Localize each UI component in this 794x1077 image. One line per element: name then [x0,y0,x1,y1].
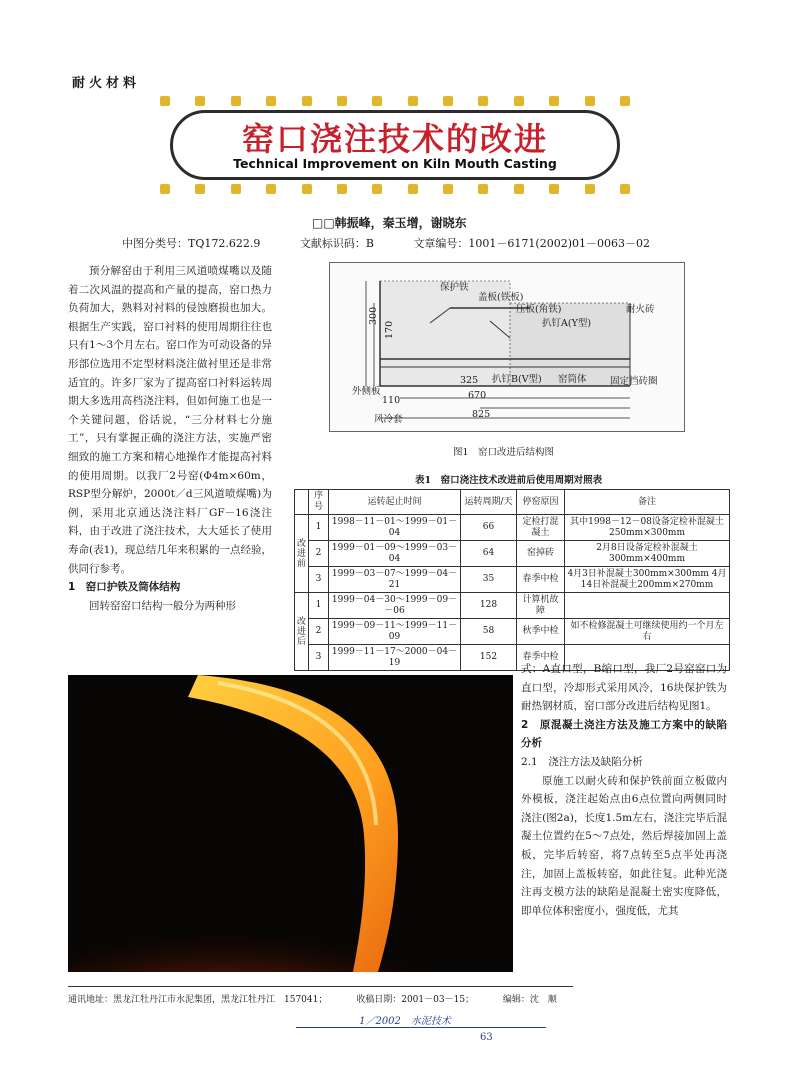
doc-code: 文献标识码：B [299,237,374,250]
table-1 [294,489,730,671]
cell-no: 1 [309,593,329,619]
cell-note: 其中1998－12－08设备定检补混凝土250mm×300mm [565,515,730,541]
clc-number: 中图分类号：TQ172.622.9 [122,237,261,250]
title-zh: 窑口浇注技术的改进 [241,120,548,158]
banner-dots-bottom [160,184,630,194]
cell-period: 1999－03－07～1999－04－21 [329,567,461,593]
label-protection-iron: 保护铁 [440,282,469,293]
dim-300: 300 [368,306,379,325]
group-after: 改进后 [295,593,309,671]
cell-period: 1999－01－09～1999－03－04 [329,541,461,567]
label-refractory-brick: 耐火砖 [626,304,655,315]
authors: □□韩振峰，秦玉增，谢晓东 [312,216,467,230]
cell-reason: 秋季中检 [517,619,565,645]
table-row [295,619,730,645]
cell-reason: 定检打混凝土 [517,515,565,541]
cell-note: 如不检修混凝土可继续使用约一个月左右 [565,619,730,645]
cell-no: 1 [309,515,329,541]
table-1-caption: 表1 窑口浇注技术改进前后使用周期对照表 [415,475,603,486]
left-column [68,262,272,615]
section-label: 耐火材料 [72,76,141,91]
cell-no: 2 [309,541,329,567]
header-note: 备注 [565,490,730,515]
label-anchor-b: 扒钉B(V型) [492,374,542,385]
dim-170: 170 [384,320,395,339]
cell-days: 35 [461,567,517,593]
title-en: Technical Improvement on Kiln Mouth Casting [233,156,557,171]
banner-dots-top [160,96,630,106]
right-column [521,660,727,920]
cell-reason: 春季中检 [517,567,565,593]
cell-period: 1999－04－30～1999－09－－06 [329,593,461,619]
label-press-plate: 压板(角铁) [516,304,562,315]
cell-note: 2月8日设备定检补混凝土300mm×400mm [565,541,730,567]
cell-note: 4月3日补混凝土300mm×300mm 4月14日补混凝土200mm×270mm [565,567,730,593]
header-days: 运转周期/天 [461,490,517,515]
header-group [295,490,309,515]
dim-825: 825 [472,409,491,420]
table-row [295,541,730,567]
table-row [295,593,730,619]
page-number: 63 [480,1032,493,1043]
footer-divider [68,986,573,987]
title-banner [160,96,630,194]
cell-note [565,593,730,619]
dim-110: 110 [382,395,401,406]
paragraph-2-1: 原施工以耐火砖和保护铁前面立板做内外模板，浇注起始点由6点位置向两侧同时浇注(图2a)，长度1.5m左右，浇注完毕后混凝土位置约在5～7点处，然后焊接加固上盖板，完毕后转窑，将7点转至5点半处再浇注，加固上盖板转窑，如此往复。此种光浇注再支模方法的缺陷是混凝土密实度降低，即单位体积密度小，强度低，尤其 [521,774,727,917]
cell-days: 58 [461,619,517,645]
cell-reason: 计算机故障 [517,593,565,619]
cell-no: 3 [309,645,329,671]
table-header-row [295,490,730,515]
journal-name: 1／2002 水泥技术 [359,1016,451,1027]
label-anchor-a: 扒钉A(Y型) [542,318,592,329]
footer [68,992,583,1005]
cell-period: 1999－09－11～1999－11－09 [329,619,461,645]
cell-days: 64 [461,541,517,567]
table-row [295,515,730,541]
article-number: 文章编号：1001－6171(2002)01－0063－02 [413,237,650,250]
cell-period: 1999－11－17～2000－04－19 [329,645,461,671]
label-cover-plate: 盖板(铁板) [478,292,524,303]
paragraph-1-continued: 式：A直口型，B缩口型，我厂2号窑窑口为直口型，冷却形式采用风冷，16块保护铁为耐热钢材质，窑口部分改进后结构见图1。 [521,663,727,713]
kiln-photo [68,675,513,972]
header-no: 序号 [309,490,329,515]
cell-reason: 春季中检 [517,645,565,671]
label-air-cooling-jacket: 风冷套 [374,414,403,425]
header-reason: 停窑原因 [517,490,565,515]
figure-1-caption: 图1 窑口改进后结构图 [453,447,555,458]
heading-2: 2 原混凝土浇注方法及施工方案中的缺陷分析 [521,718,727,750]
cell-no: 3 [309,567,329,593]
dim-325: 325 [460,375,479,386]
cell-days: 66 [461,515,517,541]
paragraph-1-start: 回转窑窑口结构一般分为两种形 [89,599,236,612]
label-kiln-shell: 窑筒体 [558,374,587,385]
footer-address: 通讯地址：黑龙江牡丹江市水泥集团，黑龙江牡丹江 157041； [68,995,328,1005]
intro-paragraph: 预分解窑由于利用三风道喷煤嘴以及随着二次风温的提高和产量的提高，窑口热力负荷加大，熟料对衬料的侵蚀磨损也加大。根据生产实践，窑口衬料的使用周期往往也只有1～3个月左右。窑口作为可动设备的异形部位选用不定型材料浇注做衬里还是非常适宜的。许多厂家为了提高窑口衬料运转周期大多选用高档浇注料，但如何施工也是一个关键问题，俗话说，“三分材料七分施工”，只有掌握正确的浇注方法，实施严密细致的施工方案和精心地操作才能提高衬料的使用周期。以我厂2号窑(Φ4m×60m，RSP型分解炉，2000t／d三风道喷煤嘴)为例，采用北京通达浇注料厂GF－16浇注料，由于改进了浇注技术，大大延长了使用寿命(表1)，现总结几年来积累的一点经验，供同行参考。 [68,265,272,575]
cell-days: 152 [461,645,517,671]
dim-670: 670 [468,390,487,401]
label-outer-plate: 外侧板 [352,386,381,397]
header-period: 运转起止时间 [329,490,461,515]
footer-received: 收稿日期：2001－03－15； [356,995,475,1005]
journal-divider [296,1027,546,1028]
kiln-photo-illustration [68,675,513,972]
cell-period: 1998－11－01～1999－01－04 [329,515,461,541]
cell-no: 2 [309,619,329,645]
footer-editor: 编辑：沈 顺 [502,995,557,1005]
table-row [295,567,730,593]
heading-1: 1 窑口护铁及筒体结构 [68,581,181,594]
cell-days: 128 [461,593,517,619]
figure-1 [329,262,685,432]
group-before: 改进前 [295,515,309,593]
label-retaining-ring: 固定挡砖圈 [610,376,658,387]
meta-line [122,235,686,251]
heading-2-1: 2.1 浇注方法及缺陷分析 [521,755,643,768]
cell-reason: 窑掉砖 [517,541,565,567]
